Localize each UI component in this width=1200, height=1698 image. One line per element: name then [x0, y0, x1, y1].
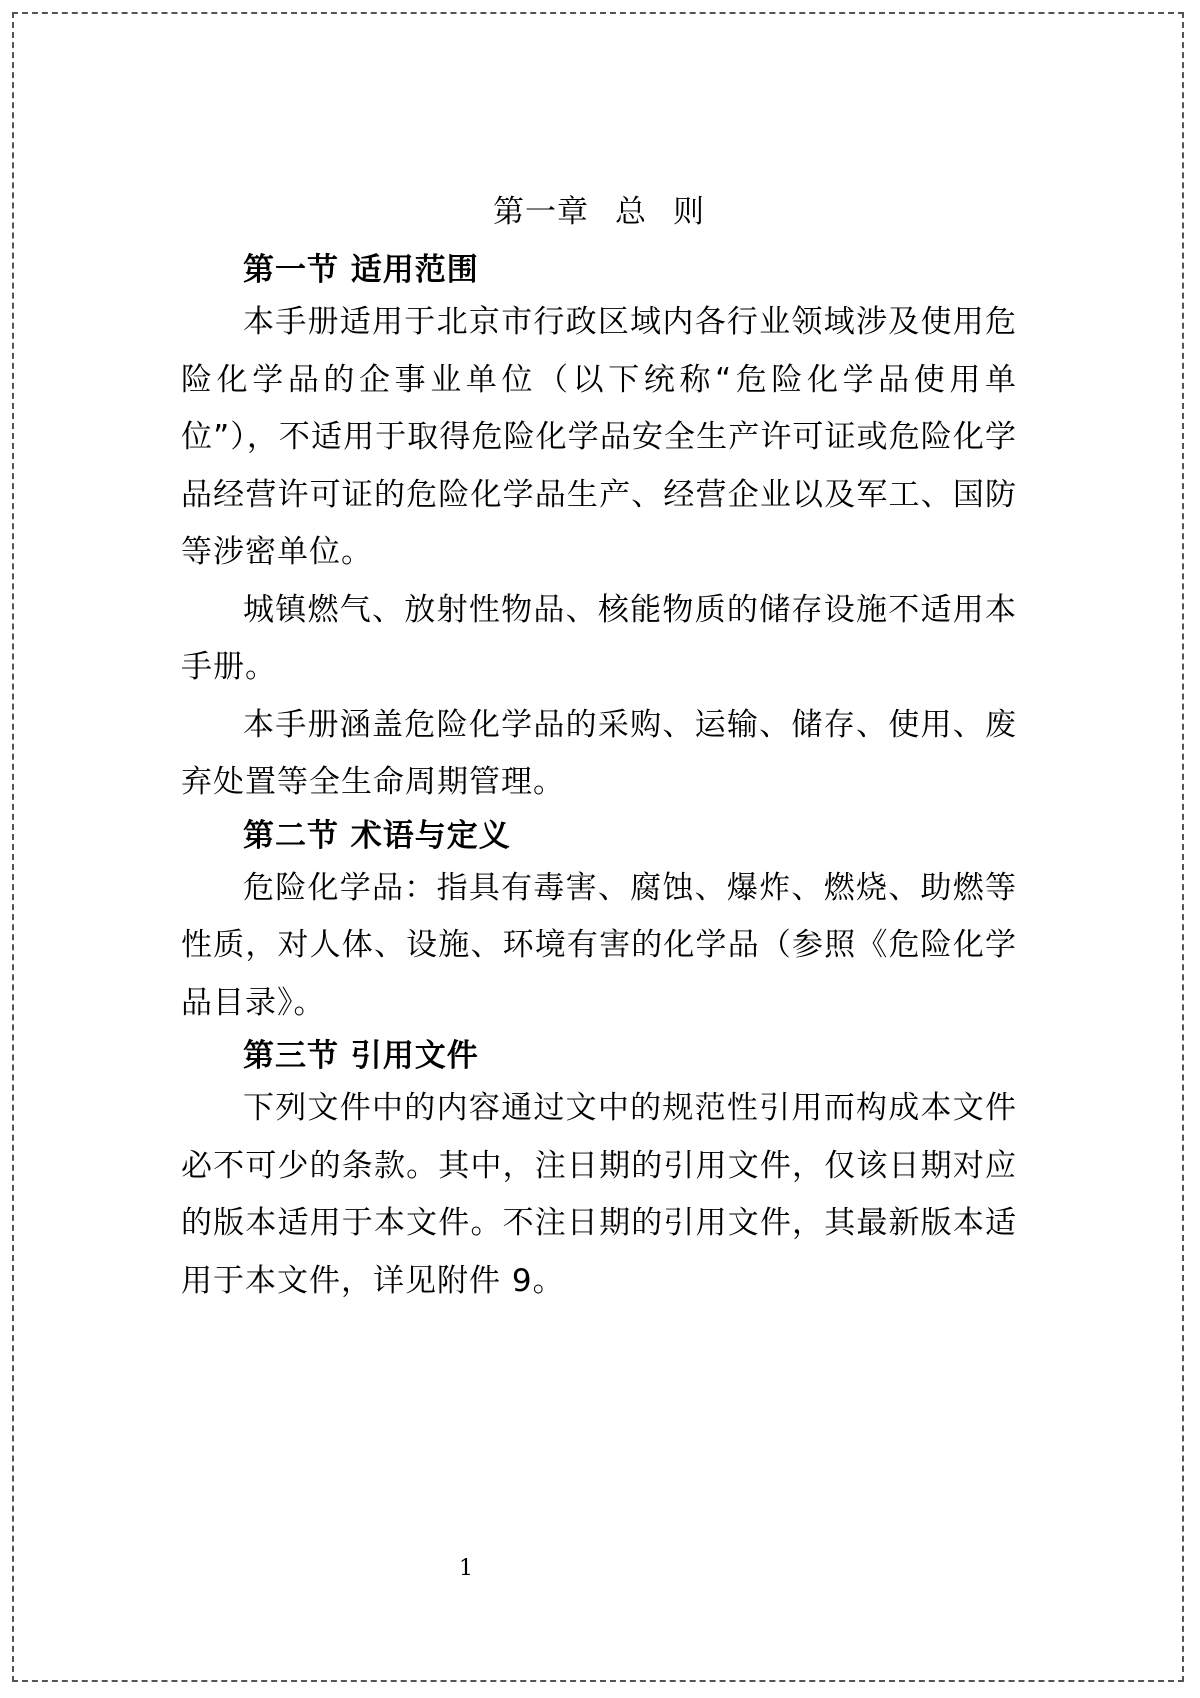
paragraph: 城镇燃气、放射性物品、核能物质的储存设施不适用本手册。	[181, 591, 1017, 685]
paragraph: 下列文件中的内容通过文中的规范性引用而构成本文件必不可少的条款。其中，注日期的引用文件，仅该日期对应的版本适用于本文件。不注日期的引用文件，其最新版本适用于本文件，详见附件 9。	[181, 1090, 1017, 1299]
document-body	[181, 188, 1017, 1310]
page-number: 1	[459, 1556, 473, 1581]
paragraph: 本手册适用于北京市行政区域内各行业领域涉及使用危险化学品的企事业单位（以下统称“危险化学品使用单位”），不适用于取得危险化学品安全生产许可证或危险化学品经营许可证的危险化学品生产、经营企业以及军工、国防等涉密单位。	[181, 304, 1017, 570]
section-heading: 第一节 适用范围	[243, 252, 479, 288]
paragraph: 危险化学品：指具有毒害、腐蚀、爆炸、燃烧、助燃等性质，对人体、设施、环境有害的化学品（参照《危险化学品目录》。	[181, 869, 1017, 1021]
section-heading: 第二节 术语与定义	[243, 817, 511, 854]
chapter-title-part1: 总	[615, 194, 647, 230]
chapter-label: 第一章	[493, 194, 589, 230]
chapter-title-part2: 则	[673, 194, 705, 230]
chapter-title	[181, 188, 1017, 236]
paragraph: 本手册涵盖危险化学品的采购、运输、储存、使用、废弃处置等全生命周期管理。	[181, 706, 1017, 800]
section-heading: 第三节 引用文件	[243, 1038, 479, 1074]
